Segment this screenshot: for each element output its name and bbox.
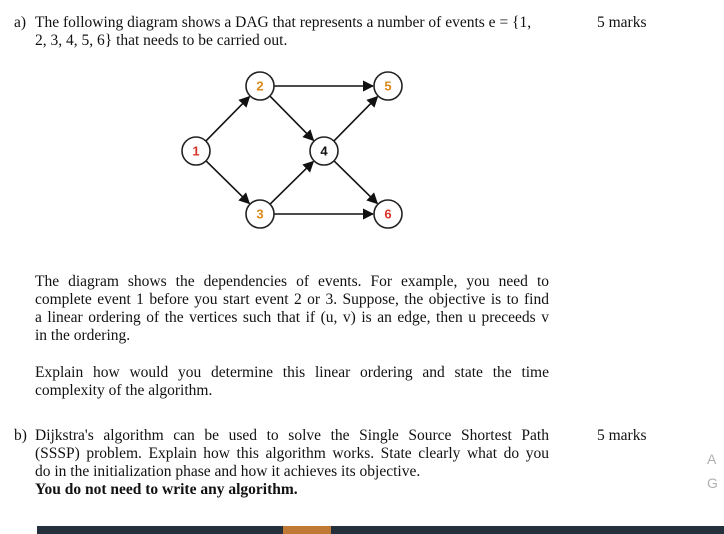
dag-node-label: 2 bbox=[256, 78, 264, 94]
dag-node-label: 5 bbox=[384, 78, 392, 94]
dag-node-1 bbox=[182, 137, 210, 165]
bottom-bar-dark-left bbox=[37, 526, 283, 534]
bottom-bar-dark-right bbox=[331, 526, 724, 534]
side-glyph-top: A bbox=[707, 451, 717, 467]
question-b-line3: do in the initialization phase and how it achieves its objective. bbox=[35, 463, 421, 480]
dag-edge-1-2 bbox=[206, 97, 250, 141]
para2-line2: complexity of the algorithm. bbox=[35, 382, 213, 399]
question-b-body bbox=[35, 427, 549, 499]
question-a-label: a) bbox=[14, 14, 27, 31]
dag-node-label: 6 bbox=[384, 206, 392, 222]
question-b-label: b) bbox=[14, 427, 27, 444]
question-a-intro-line1: The following diagram shows a DAG that represents a number of events e = {1, bbox=[35, 14, 532, 31]
dag-diagram bbox=[170, 66, 430, 241]
question-b-line1: Dijkstra's algorithm can be used to solve the Single Source Shortest Path bbox=[35, 427, 549, 444]
question-b-marks: 5 marks bbox=[597, 427, 647, 444]
para2-line1: Explain how would you determine this linear ordering and state the time bbox=[35, 364, 549, 381]
para1-line4: in the ordering. bbox=[35, 327, 131, 344]
para1-line2: complete event 1 before you start event 2 or 3. Suppose, the objective is to find bbox=[35, 291, 549, 308]
dag-node-label: 4 bbox=[320, 143, 328, 159]
dag-node-label: 1 bbox=[192, 143, 200, 159]
question-a-paragraph-2 bbox=[35, 364, 549, 400]
dag-edge-4-6 bbox=[334, 161, 377, 204]
question-a-marks: 5 marks bbox=[597, 14, 647, 31]
dag-node-2 bbox=[246, 72, 274, 100]
question-a-intro-line2: 2, 3, 4, 5, 6} that needs to be carried out. bbox=[35, 32, 288, 49]
dag-edge-1-3 bbox=[206, 161, 249, 204]
side-glyph-bottom: G bbox=[707, 475, 718, 491]
dag-edge-2-4 bbox=[270, 96, 314, 140]
bottom-bar-accent bbox=[283, 526, 331, 534]
dag-edge-4-5 bbox=[334, 97, 378, 141]
dag-node-4 bbox=[310, 137, 338, 165]
question-b-note: You do not need to write any algorithm. bbox=[35, 481, 298, 498]
dag-node-5 bbox=[374, 72, 402, 100]
dag-node-label: 3 bbox=[256, 206, 264, 222]
dag-node-3 bbox=[246, 200, 274, 228]
question-a-paragraph-1 bbox=[35, 273, 549, 345]
para1-line3: a linear ordering of the vertices such that if (u, v) is an edge, then u preceeds v bbox=[35, 309, 549, 326]
para1-line1: The diagram shows the dependencies of events. For example, you need to bbox=[35, 273, 549, 290]
question-b-line2: (SSSP) problem. Explain how this algorithm works. State clearly what do you bbox=[35, 445, 549, 462]
question-a-intro bbox=[35, 14, 555, 50]
dag-node-6 bbox=[374, 200, 402, 228]
dag-edge-3-4 bbox=[270, 162, 313, 205]
